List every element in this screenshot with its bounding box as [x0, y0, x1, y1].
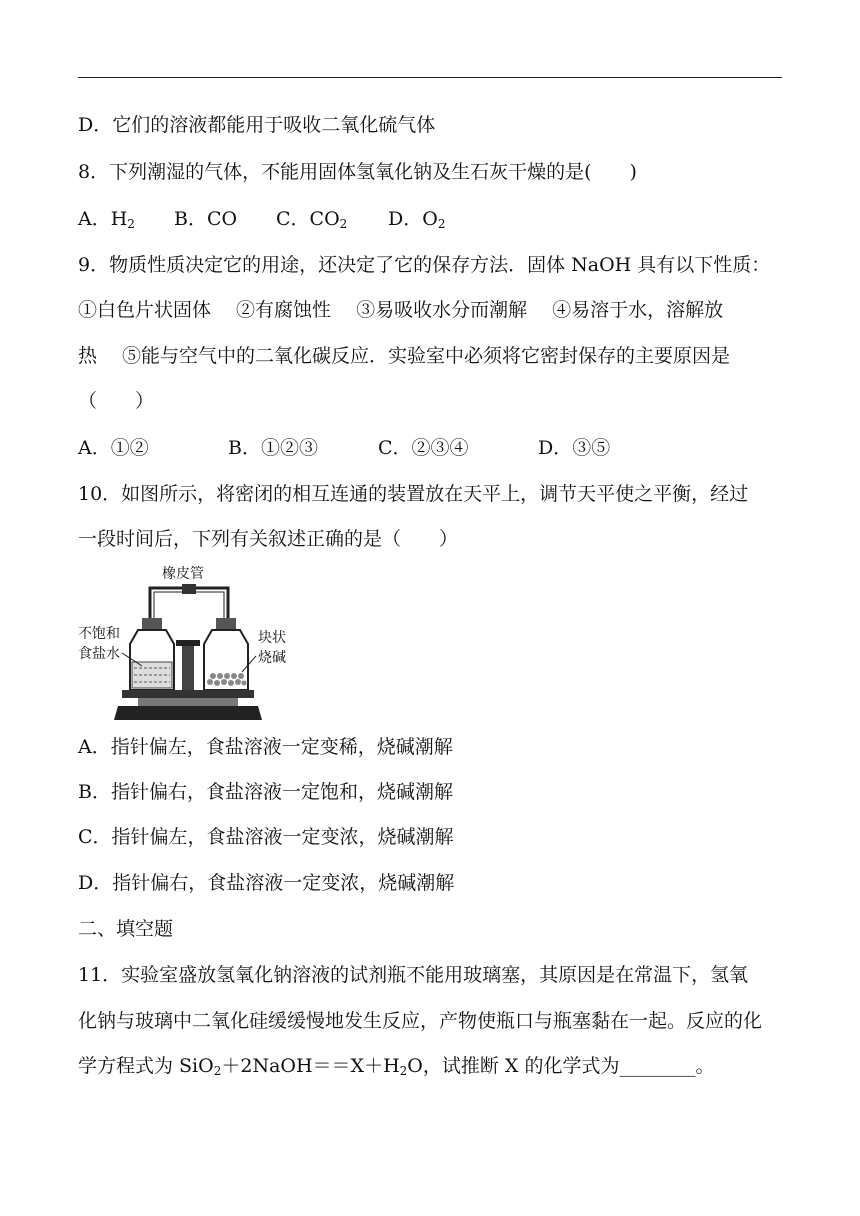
q10-option-b: B．指针偏右，食盐溶液一定饱和，烧碱潮解 — [78, 781, 453, 803]
q8-option-b: B．CO — [174, 208, 238, 230]
q9-option-c: C．②③④ — [378, 437, 469, 459]
q9-stem-line-3: 热 ⑤能与空气中的二氧化碳反应．实验室中必须将它密封保存的主要原因是 — [78, 345, 731, 367]
q9-options — [78, 436, 610, 460]
q10-option-a: A．指针偏左，食盐溶液一定变稀，烧碱潮解 — [78, 736, 453, 758]
balance-pointer-top — [176, 640, 200, 646]
label-solid-naoh-line-2: 烧碱 — [258, 650, 286, 666]
rubber-tube-inner — [154, 592, 224, 624]
section-title-fill-in: 二、填空题 — [78, 918, 174, 940]
q7-option-d: D．它们的溶液都能用于吸收二氧化硫气体 — [78, 114, 436, 136]
balance-apparatus-figure — [78, 562, 298, 722]
balance-pillar — [182, 642, 194, 690]
q8-option-a: A．$H_2$ — [78, 208, 135, 231]
q9-stem-line-1: 9．物质性质决定它的用途，还决定了它的保存方法．固体 NaOH 具有以下性质： — [78, 254, 771, 276]
q10-stem-line-1: 10．如图所示，将密闭的相互连通的装置放在天平上，调节天平使之平衡，经过 — [78, 483, 749, 505]
q10-option-c: C．指针偏左，食盐溶液一定变浓，烧碱潮解 — [78, 826, 454, 848]
header-rule — [78, 77, 782, 78]
balance-scale — [138, 698, 238, 706]
q9-stem-line-4: （ ） — [78, 390, 155, 412]
q9-option-b: B．①②③ — [228, 437, 318, 459]
q10-stem-line-2: 一段时间后，下列有关叙述正确的是（ ） — [78, 528, 459, 550]
q8-option-d: D．$O_2$ — [388, 208, 446, 231]
q8-options — [78, 207, 445, 231]
balance-base — [114, 706, 262, 720]
label-unsaturated-line-2: 食盐水 — [78, 646, 120, 662]
q9-option-d: D．③⑤ — [538, 437, 611, 459]
label-unsaturated-line-1: 不饱和 — [78, 626, 120, 642]
q11-line-3: 学方程式为 $SiO_2+2NaOH==X+H_2O$，试推断 X 的化学式为________。 — [78, 1055, 715, 1078]
q9-option-a: A．①② — [78, 437, 149, 459]
q11-line-2: 化钠与玻璃中二氧化硅缓缓慢地发生反应，产物使瓶口与瓶塞黏在一起。反应的化 — [78, 1010, 763, 1032]
label-solid-naoh-line-1: 块状 — [258, 630, 286, 646]
tube-clamp — [182, 584, 196, 594]
balance-beam — [122, 690, 254, 698]
left-stopper — [142, 618, 162, 630]
label-rubber-tube: 橡皮管 — [162, 566, 204, 582]
right-stopper — [216, 618, 236, 630]
q8-option-c: C．$CO_2$ — [276, 208, 348, 231]
q8-stem: 8．下列潮湿的气体，不能用固体氢氧化钠及生石灰干燥的是( ) — [78, 161, 637, 183]
q9-stem-line-2: ①白色片状固体 ②有腐蚀性 ③易吸收水分而潮解 ④易溶于水，溶解放 — [78, 299, 724, 321]
q10-option-d: D．指针偏右，食盐溶液一定变浓，烧碱潮解 — [78, 872, 455, 894]
q11-line-1: 11．实验室盛放氢氧化钠溶液的试剂瓶不能用玻璃塞，其原因是在常温下，氢氧 — [78, 964, 749, 986]
